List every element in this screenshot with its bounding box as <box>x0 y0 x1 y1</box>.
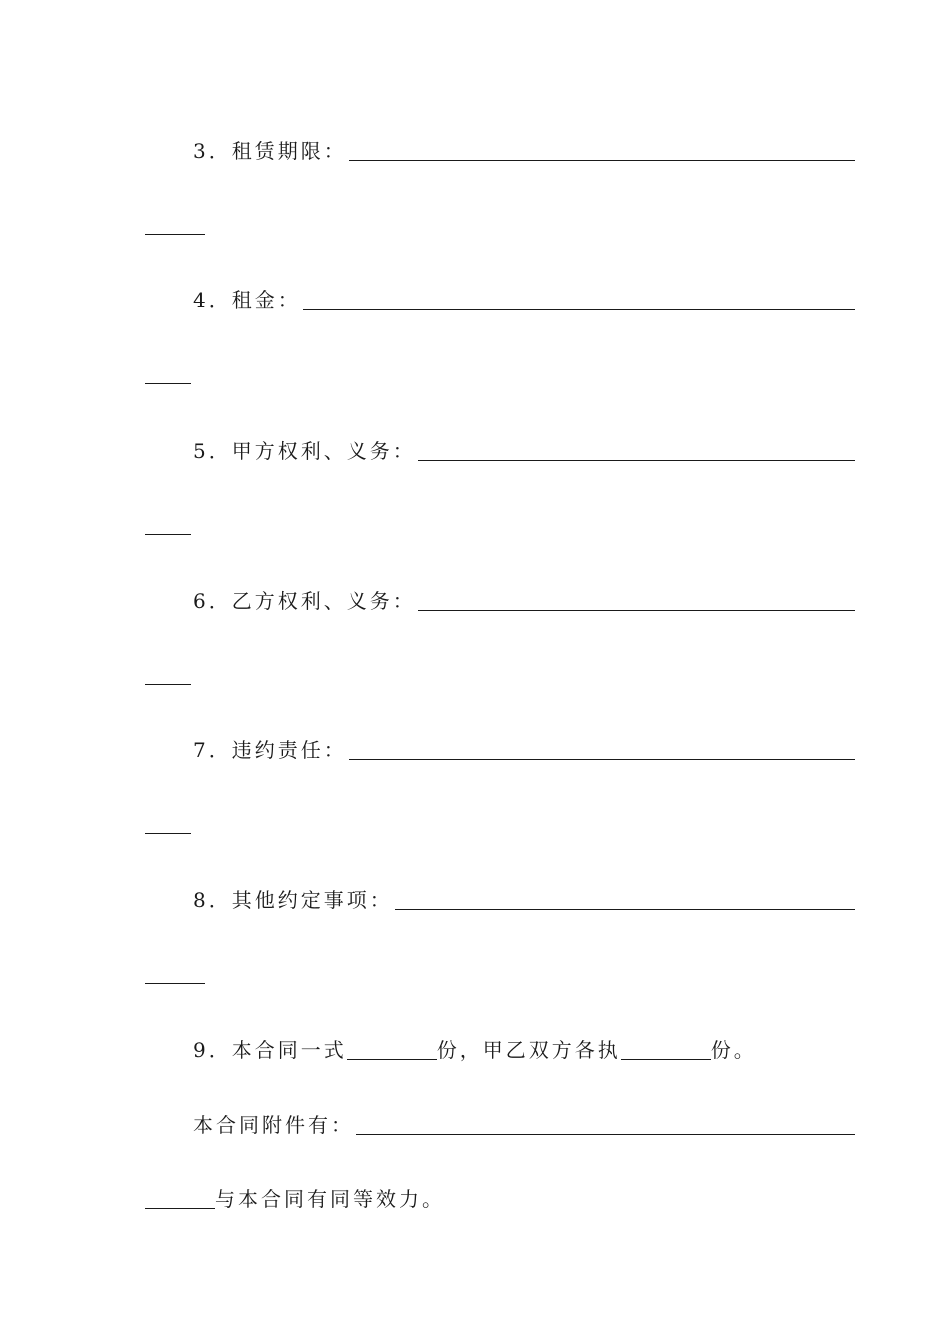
clause-6-line <box>145 584 855 614</box>
attachment-ending: 与本合同有同等效力。 <box>215 1187 445 1211</box>
clause-8-continuation-blank[interactable] <box>145 983 205 984</box>
copies-total-blank[interactable] <box>347 1059 437 1060</box>
clause-3-blank[interactable] <box>349 160 855 161</box>
clause-8-continuation <box>145 957 807 987</box>
clause-6-label: 6．乙方权利、义务： <box>193 589 416 613</box>
clause-4-continuation-blank[interactable] <box>145 383 191 384</box>
clause-9-line <box>145 1033 855 1063</box>
clause-9-suffix: 份。 <box>710 1038 757 1062</box>
clause-3-line <box>145 134 855 164</box>
clause-6-continuation <box>145 658 807 688</box>
clause-6-blank[interactable] <box>418 610 855 611</box>
clause-3-continuation-blank[interactable] <box>145 234 205 235</box>
copies-each-blank[interactable] <box>621 1059 711 1060</box>
clause-8-line <box>145 883 855 913</box>
clause-7-line <box>145 733 855 763</box>
clause-8-blank[interactable] <box>395 909 855 910</box>
attachment-blank[interactable] <box>356 1134 855 1135</box>
clause-7-continuation-blank[interactable] <box>145 833 191 834</box>
clause-5-line <box>145 434 855 464</box>
clause-9-prefix: 9．本合同一式 <box>193 1038 347 1062</box>
clause-6-continuation-blank[interactable] <box>145 684 191 685</box>
clause-4-blank[interactable] <box>303 309 855 310</box>
clause-8-label: 8．其他约定事项： <box>193 888 393 912</box>
clause-5-label: 5．甲方权利、义务： <box>193 439 416 463</box>
clause-4-line <box>145 283 855 313</box>
attachment-line <box>145 1108 855 1138</box>
clause-7-label: 7．违约责任： <box>193 738 347 762</box>
clause-5-continuation-blank[interactable] <box>145 534 191 535</box>
attachment-continuation-blank[interactable] <box>145 1208 215 1209</box>
clause-5-blank[interactable] <box>418 460 855 461</box>
clause-3-label: 3．租赁期限： <box>193 139 347 163</box>
clause-7-continuation <box>145 807 807 837</box>
clause-5-continuation <box>145 508 807 538</box>
attachment-continuation <box>145 1182 807 1212</box>
clause-3-continuation <box>145 208 807 238</box>
clause-4-continuation <box>145 357 807 387</box>
clause-7-blank[interactable] <box>349 759 855 760</box>
clause-4-label: 4．租金： <box>193 288 301 312</box>
clause-9-middle: 份，甲乙双方各执 <box>436 1038 621 1062</box>
attachment-label: 本合同附件有： <box>193 1113 354 1137</box>
